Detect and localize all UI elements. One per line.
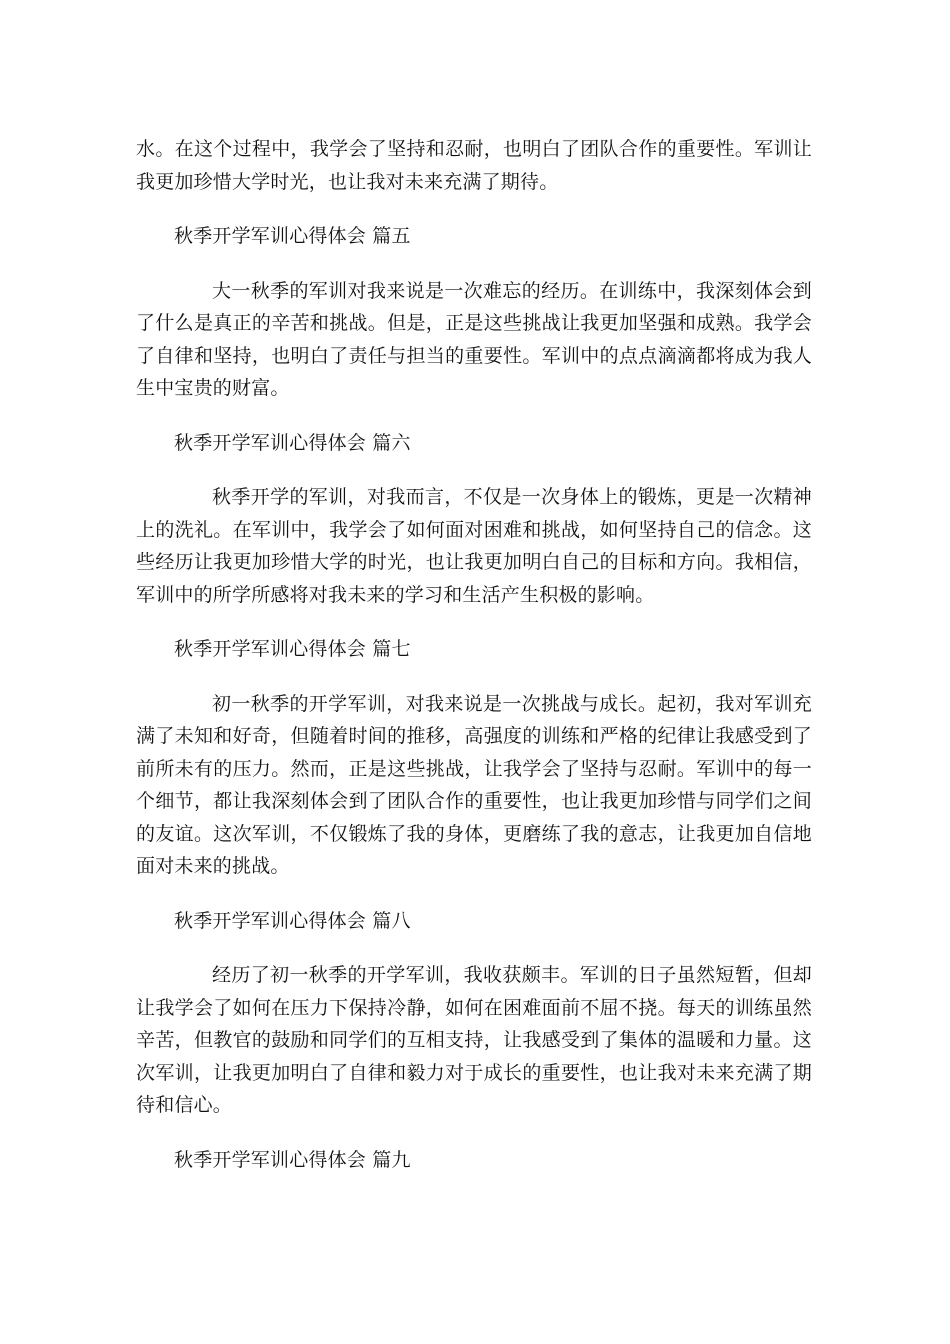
section-body: 大一秋季的军训对我来说是一次难忘的经历。在训练中，我深刻体会到了什么是真正的辛苦和挑战。但是，正是这些挑战让我更加坚强和成熟。我学会了自律和坚持，也明白了责任与担当的重要性。军训中的点点滴滴都将成为我人生中宝贵的财富。	[136, 279, 812, 399]
section-heading: 秋季开学军训心得体会 篇六	[174, 431, 411, 454]
section-body: 秋季开学的军训，对我而言，不仅是一次身体上的锻炼，更是一次精神上的洗礼。在军训中，我学会了如何面对困难和挑战，如何坚持自己的信念。这些经历让我更加珍惜大学的时光，也让我更加明白自己的目标和方向。我相信，军训中的所学所感将对我未来的学习和生活产生积极的影响。	[136, 486, 812, 606]
section-heading: 秋季开学军训心得体会 篇五	[174, 225, 411, 247]
section-heading: 秋季开学军训心得体会 篇九	[174, 1148, 411, 1171]
section-body: 初一秋季的开学军训，对我来说是一次挑战与成长。起初，我对军训充满了未知和好奇，但随着时间的推移，高强度的训练和严格的纪律让我感受到了前所未有的压力。然而，正是这些挑战，让我学会了坚持与忍耐。军训中的每一个细节，都让我深刻体会到了团队合作的重要性，也让我更加珍惜与同学们之间的友谊。这次军训，不仅锻炼了我的身体，更磨练了我的意志，让我更加自信地面对未来的挑战。	[136, 692, 812, 877]
section-body: 经历了初一秋季的开学军训，我收获颇丰。军训的日子虽然短暂，但却让我学会了如何在压力下保持冷静，如何在困难面前不屈不挠。每天的训练虽然辛苦，但教官的鼓励和同学们的互相支持，让我感受到了集体的温暖和力量。这次军训，让我更加明白了自律和毅力对于成长的重要性，也让我对未来充满了期待和信心。	[136, 964, 812, 1116]
continuation-paragraph: 水。在这个过程中，我学会了坚持和忍耐，也明白了团队合作的重要性。军训让我更加珍惜大学时光，也让我对未来充满了期待。	[136, 138, 812, 193]
document-page	[136, 133, 812, 1176]
section-heading: 秋季开学军训心得体会 篇八	[174, 909, 411, 932]
section-heading: 秋季开学军训心得体会 篇七	[174, 638, 411, 660]
